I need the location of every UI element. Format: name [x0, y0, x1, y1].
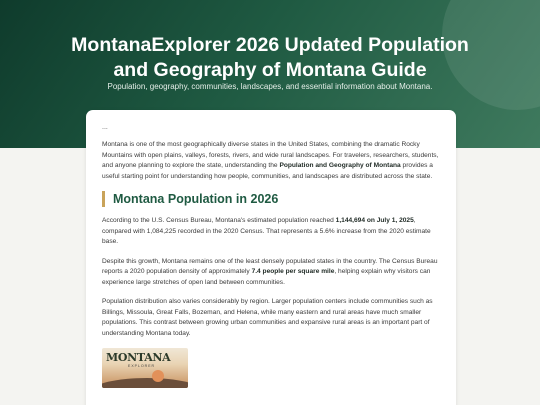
logo-subtext: EXPLORER: [128, 364, 156, 368]
p2-bold: 7.4 people per square mile: [251, 268, 335, 275]
p2-text: Despite this growth, Montana remains one of the least densely populated states in the country. The Census Bureau reports a 2020 population density of approximately: [102, 257, 438, 275]
density-paragraph: [102, 257, 440, 289]
population-paragraph: [102, 216, 440, 248]
p1-text-end: , compared with 1,084,225 recorded in the 2020 Census. That represents a 5.6% increase from the 2020 estimate base.: [102, 217, 431, 245]
logo-sun-shape: [152, 370, 164, 382]
montana-explorer-logo-image: [102, 348, 188, 388]
p1-text: According to the U.S. Census Bureau, Montana's estimated population reached: [102, 217, 336, 224]
article-card: [86, 110, 456, 405]
p2-text-end: , helping explain why visitors can experience large stretches of open land between communities.: [102, 268, 431, 286]
distribution-paragraph: Population distribution also varies considerably by region. Larger population centers include communities such as Billings, Missoula, Great Falls, Bozeman, and Helena, while many eastern and rural areas have much smaller populations. This contrast between growing urban communities and expansive rural areas is an important part of understanding Montana today.: [102, 298, 433, 337]
page-subtitle: Population, geography, communities, landscapes, and essential information about Montana.: [107, 82, 433, 91]
intro-text-end: provides a useful starting point for understanding how people, communities, and landscapes are distributed across the state.: [102, 162, 433, 180]
intro-text: Montana is one of the most geographically diverse states in the United States, combining the dramatic Rocky Mountains with open plains, valleys, forests, rivers, and wide rural landscapes. For travelers, researchers, students, and anyone planning to explore the state, understanding the: [102, 141, 439, 169]
ellipsis-text: ...: [102, 124, 108, 131]
section-heading: Montana Population in 2026: [102, 191, 440, 207]
page-title: MontanaExplorer 2026 Updated Population and Geography of Montana Guide: [71, 34, 469, 81]
p1-bold: 1,144,694 on July 1, 2025: [335, 217, 414, 224]
intro-paragraph: [102, 140, 440, 182]
logo-wordmark: MONTANA: [106, 351, 171, 364]
intro-bold: Population and Geography of Montana: [279, 162, 401, 169]
logo-hill-shape: [102, 378, 188, 388]
